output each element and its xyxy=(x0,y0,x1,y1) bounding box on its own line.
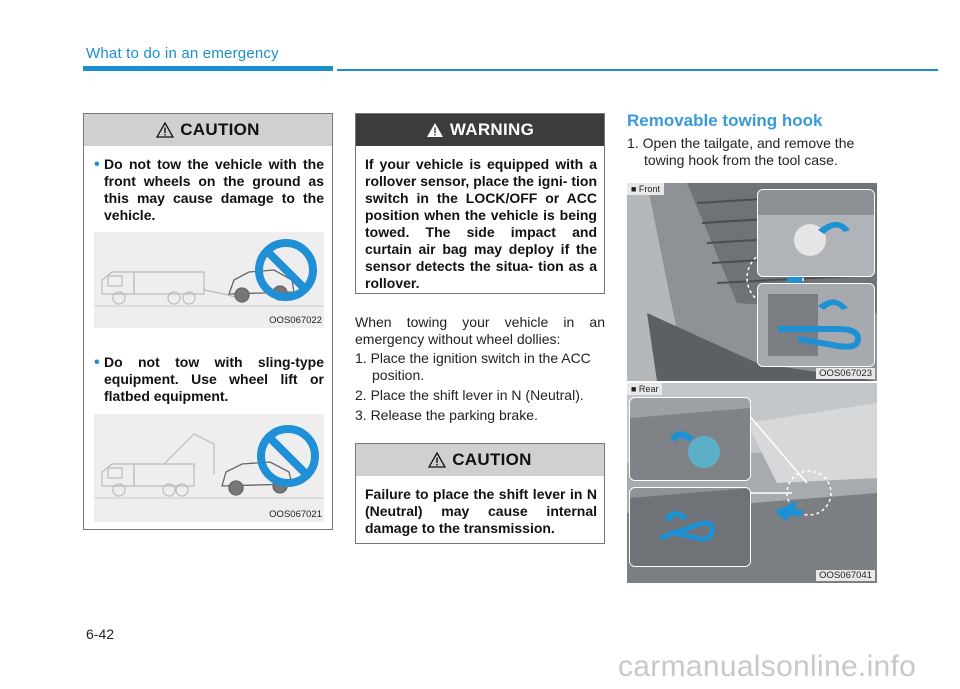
tow-truck-front-wheels-illustration xyxy=(94,232,324,328)
caution-box-towing xyxy=(83,113,333,530)
prohibition-sign-icon xyxy=(261,429,315,483)
section-title: What to do in an emergency xyxy=(86,45,279,62)
towing-hook-step-1 xyxy=(627,135,882,169)
caution-bullet-1 xyxy=(94,156,324,224)
towing-step-3: 3. Release the parking brake. xyxy=(355,407,538,423)
figure-code: OOS067023 xyxy=(816,368,875,379)
front-label: ■ Front xyxy=(627,183,664,195)
header-rule-thin xyxy=(337,69,938,71)
caution-header xyxy=(356,444,604,476)
rear-cover-removal-illustration xyxy=(630,398,750,480)
towing-intro-text: When towing your vehicle in an emergency without wheel dollies: xyxy=(355,314,605,347)
watermark: carmanualsonline.info xyxy=(618,650,917,683)
caution-transmission-text: Failure to place the shift lever in N (Neutral) may cause internal damage to the transmission. xyxy=(365,486,597,536)
hook-install-illustration xyxy=(758,284,874,366)
front-inset-2 xyxy=(757,283,875,367)
warning-box-rollover xyxy=(355,113,605,294)
figure-code: OOS067021 xyxy=(269,509,322,520)
towing-step-1-text: 1. Place the ignition switch in the ACC position. xyxy=(355,350,591,383)
towing-sling-figure xyxy=(94,414,324,522)
caution-bullet-2-text: Do not tow with sling-type equipment. Use wheel lift or flatbed equipment. xyxy=(104,354,324,404)
towing-step-1 xyxy=(355,350,605,384)
caution-bullet-1-text: Do not tow the vehicle with the front wheels on the ground as this may cause damage to the vehicle. xyxy=(104,156,324,223)
rear-hook-install-illustration xyxy=(630,488,750,566)
caution-header xyxy=(84,114,332,146)
header-rule-thick xyxy=(83,66,333,71)
rear-inset-2 xyxy=(629,487,751,567)
figure-code: OOS067022 xyxy=(269,315,322,326)
towing-hook-heading: Removable towing hook xyxy=(627,111,823,130)
towing-hook-step-1-text: 1. Open the tailgate, and remove the towing hook from the tool case. xyxy=(627,135,855,168)
caution-box-transmission xyxy=(355,443,605,544)
towing-wheel-lift-figure xyxy=(94,232,324,328)
page-number: 6-42 xyxy=(86,626,115,642)
bullet-dot: • xyxy=(94,354,100,371)
tow-truck-sling-illustration xyxy=(94,414,324,522)
front-inset-1 xyxy=(757,189,875,277)
warning-triangle-icon xyxy=(426,122,444,138)
hook-cover-removal-illustration xyxy=(758,190,874,276)
caution-triangle-icon xyxy=(156,122,174,138)
front-towing-hook-photo xyxy=(627,183,877,381)
caution-title: CAUTION xyxy=(452,450,532,469)
bullet-dot: • xyxy=(94,156,100,173)
caution-triangle-icon xyxy=(428,452,446,468)
figure-code: OOS067041 xyxy=(816,570,875,581)
rear-label: ■ Rear xyxy=(627,383,662,395)
warning-text: If your vehicle is equipped with a rollover sensor, place the igni- tion switch in the LOCK/OFF or ACC position when the vehicle is being towed. The side impact and curtain air bag may deploy if the sensor detects the situa- tion as a rollover. xyxy=(365,156,597,291)
towing-step-2: 2. Place the shift lever in N (Neutral). xyxy=(355,387,584,403)
rear-towing-hook-photo xyxy=(627,383,877,583)
caution-bullet-2 xyxy=(94,354,324,405)
caution-title: CAUTION xyxy=(180,120,260,139)
warning-title: WARNING xyxy=(449,120,535,139)
rear-inset-1 xyxy=(629,397,751,481)
warning-header xyxy=(356,114,604,146)
